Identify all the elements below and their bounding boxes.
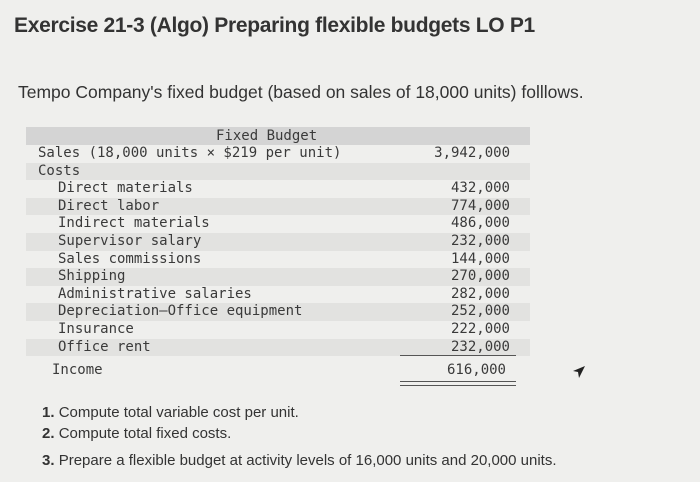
instructions [42,402,557,471]
table-row [26,321,530,339]
sales-row [26,145,530,163]
row-label: Sales commissions [58,250,202,267]
table-header [26,127,530,145]
row-value: 222,000 [450,320,510,337]
item-number: 3. [42,452,55,469]
table-row [26,198,530,216]
row-value: 432,000 [450,180,510,197]
row-label: Shipping [58,268,126,285]
row-label: Indirect materials [58,215,210,232]
table-row [26,303,530,321]
row-label: Supervisor salary [58,232,202,249]
income-row [26,360,530,380]
row-value: 232,000 [450,232,510,249]
item-text: Compute total fixed costs. [58,425,232,442]
row-label: Direct labor [58,197,160,214]
row-value: 616,000 [446,362,506,379]
table-row [26,251,530,269]
row-label: Administrative salaries [58,285,252,302]
row-value: 252,000 [450,303,510,320]
row-label: Income [52,362,103,379]
table-row [26,339,530,357]
table-row [26,268,530,286]
row-value: 282,000 [450,285,510,302]
item-number: 1. [42,404,55,421]
instruction-item [42,402,557,423]
table-row [26,180,530,198]
row-value: 270,000 [450,268,510,285]
row-label: Insurance [58,320,134,337]
row-value: 3,942,000 [434,145,510,161]
row-label: Office rent [58,338,151,355]
item-text: Compute total variable cost per unit. [58,404,299,421]
item-text: Prepare a flexible budget at activity levels of 16,000 units and 20,000 units. [58,452,557,469]
header-label: Fixed Budget [216,128,318,144]
exercise-title: Exercise 21-3 (Algo) Preparing flexible budgets LO P1 [14,14,535,37]
table-row [26,215,530,233]
table-row [26,233,530,251]
mouse-pointer-icon [572,365,586,379]
fixed-budget-table [26,127,530,380]
instruction-item [42,450,557,471]
table-row [26,286,530,304]
instruction-item [42,423,557,444]
row-label: Costs [38,162,81,179]
intro-text: Tempo Company's fixed budget (based on sales of 18,000 units) folllows. [18,82,584,102]
row-value: 232,000 [450,338,510,355]
item-number: 2. [42,425,55,442]
total-double-underline [400,381,516,386]
row-value: 486,000 [450,215,510,232]
costs-row [26,163,530,181]
row-label: Sales (18,000 units × $219 per unit) [38,145,342,161]
subtotal-underline [400,355,516,356]
row-value: 144,000 [450,250,510,267]
row-value: 774,000 [450,197,510,214]
row-label: Direct materials [58,180,193,197]
row-label: Depreciation—Office equipment [58,303,303,320]
